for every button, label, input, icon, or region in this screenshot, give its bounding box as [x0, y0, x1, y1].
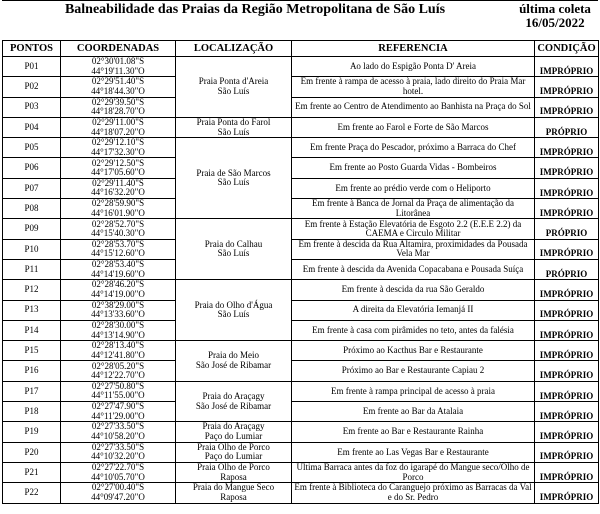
municipality: Raposa	[220, 491, 247, 502]
location-cell	[176, 341, 292, 382]
point-id: P17	[3, 381, 61, 401]
reference-cell: Em frente ao Farol e Forte de São Marcos	[292, 117, 535, 137]
header-reference: REFERENCIA	[292, 41, 535, 57]
reference-cell: Em frente à Estação Elevatória de Esgoto 2.2 (E.E.E 2.2) da CAEMA e Circulo Militar	[292, 219, 535, 239]
table-row	[3, 381, 599, 401]
latitude: 02°29'39.50"S	[91, 97, 145, 107]
longitude: 44°13'33.60"O	[91, 309, 145, 320]
table-row	[3, 442, 599, 462]
longitude: 44°13'14.90"O	[91, 329, 145, 340]
point-id: P07	[3, 178, 61, 198]
coordinates-cell	[61, 219, 176, 239]
table-row	[3, 300, 599, 320]
municipality: Paço do Lumiar	[204, 451, 263, 462]
point-id: P16	[3, 361, 61, 381]
longitude: 44°16'32.20"O	[91, 187, 145, 198]
location-cell	[176, 219, 292, 280]
longitude: 44°18'07.20"O	[91, 126, 145, 137]
table-row	[3, 219, 599, 239]
latitude: 02°27'50.80"S	[91, 381, 145, 391]
condition-badge: IMPRÓPRIO	[535, 77, 599, 97]
header-location: LOCALIZAÇÃO	[176, 41, 292, 57]
location-cell	[176, 442, 292, 462]
condition-badge: IMPRÓPRIO	[535, 402, 599, 422]
condition-badge: IMPRÓPRIO	[535, 158, 599, 178]
beach-name: Praia de São Marcos	[196, 167, 271, 178]
table-row	[3, 422, 599, 442]
condition-badge: IMPRÓPRIO	[535, 280, 599, 300]
table-body	[3, 57, 599, 504]
reference-cell: Em frente ao Bar da Atalaia	[292, 402, 535, 422]
latitude: 02°27'47.90"S	[91, 401, 145, 412]
beach-name: Praia do Araçagy	[202, 391, 265, 402]
table-row	[3, 178, 599, 198]
reference-cell: Em frente Praça do Pescador, próximo a Barraca do Chef	[292, 138, 535, 158]
coordinates-cell	[61, 341, 176, 361]
coordinates-cell	[61, 483, 176, 503]
latitude: 02°28'52.70"S	[91, 218, 145, 229]
beach-name: Praia Ponta d'Areia	[198, 76, 269, 87]
latitude: 02°28'59.90"S	[91, 198, 145, 209]
condition-badge: IMPRÓPRIO	[535, 442, 599, 462]
reference-cell: Em frente à Banca de Jornal da Praça de alimentação da Litorânea	[292, 199, 535, 219]
longitude: 44°10'05.70"O	[91, 471, 145, 482]
balneability-table	[2, 40, 599, 504]
beach-name: Praia do Olho d'Água	[194, 299, 273, 310]
table-row	[3, 259, 599, 279]
reference-cell: Em frente ao prédio verde com o Heliporto	[292, 178, 535, 198]
reference-cell: Ao lado do Espigão Ponta D' Areia	[292, 57, 535, 77]
municipality: São Luís	[217, 126, 250, 137]
table-row	[3, 77, 599, 97]
latitude: 02°28'13.40"S	[91, 340, 145, 351]
point-id: P21	[3, 462, 61, 482]
point-id: P13	[3, 300, 61, 320]
point-id: P12	[3, 280, 61, 300]
reference-cell: Em frente ao Bar e Restaurante Rainha	[292, 422, 535, 442]
latitude: 02°29'12.10"S	[91, 137, 145, 148]
point-id: P01	[3, 57, 61, 77]
longitude: 44°16'01.90"O	[91, 207, 145, 218]
point-id: P22	[3, 483, 61, 503]
longitude: 44°19'11.30"O	[91, 65, 145, 76]
table-row	[3, 57, 599, 77]
last-collect	[510, 0, 600, 32]
point-id: P03	[3, 97, 61, 117]
municipality: São Luís	[217, 248, 250, 259]
coordinates-cell	[61, 77, 176, 97]
reference-cell: Próximo ao Bar e Restaurante Capiau 2	[292, 361, 535, 381]
location-cell	[176, 483, 292, 503]
coordinates-cell	[61, 422, 176, 442]
condition-badge: IMPRÓPRIO	[535, 381, 599, 401]
condition-badge: PRÓPRIO	[535, 259, 599, 279]
municipality: Raposa	[220, 471, 247, 482]
condition-badge: IMPRÓPRIO	[535, 361, 599, 381]
location-cell	[176, 57, 292, 118]
latitude: 02°27'22.70"S	[91, 462, 145, 473]
reference-cell: Em frente à descida da Avenida Copacabana e Pousada Suíça	[292, 259, 535, 279]
table-row	[3, 199, 599, 219]
longitude: 44°12'41.80"O	[91, 349, 145, 360]
point-id: P09	[3, 219, 61, 239]
coordinates-cell	[61, 57, 176, 77]
reference-cell: Em frente à Biblioteca do Caranguejo próximo as Barracas da Val e do Sr. Pedro	[292, 483, 535, 503]
municipality: Paço do Lumiar	[204, 430, 263, 441]
longitude: 44°14'19.00"O	[91, 288, 145, 299]
table-row	[3, 320, 599, 340]
table-row	[3, 117, 599, 137]
longitude: 44°14'19.60"O	[91, 268, 145, 279]
table-row	[3, 138, 599, 158]
latitude: 02°28'30.00"S	[91, 320, 145, 330]
reference-cell: Em frente ao Las Vegas Bar e Restaurante	[292, 442, 535, 462]
table-row	[3, 402, 599, 422]
point-id: P19	[3, 422, 61, 442]
latitude: 02°29'11.40"S	[92, 178, 144, 188]
beach-name: Praia do Calhau	[204, 238, 263, 249]
municipality: São José de Ribamar	[195, 359, 272, 370]
reference-cell: Em frente à casa com pirâmides no teto, antes da falésia	[292, 320, 535, 340]
latitude: 02°29'12.50"S	[91, 157, 145, 168]
longitude: 44°18'44.30"O	[91, 85, 145, 96]
latitude: 02°27'00.40"S	[91, 482, 145, 493]
reference-cell: Em frente à descida da Rua Altamira, proximidades da Pousada Vela Mar	[292, 239, 535, 259]
coordinates-cell	[61, 402, 176, 422]
point-id: P04	[3, 117, 61, 137]
point-id: P08	[3, 199, 61, 219]
latitude: 02°28'53.70"S	[91, 239, 145, 249]
location-cell	[176, 280, 292, 341]
location-cell	[176, 138, 292, 219]
table-row	[3, 158, 599, 178]
beach-name: Praia Olho de Porco	[197, 442, 270, 452]
location-cell	[176, 381, 292, 422]
header-coordinates: COORDENADAS	[61, 41, 176, 57]
condition-badge: IMPRÓPRIO	[535, 462, 599, 482]
point-id: P02	[3, 77, 61, 97]
reference-cell: A direita da Elevatória Iemanjá II	[292, 300, 535, 320]
reference-cell: Em frente ao Posto Guarda Vidas - Bombeiros	[292, 158, 535, 178]
reference-cell: Em frente à rampa de acesso à praia, lado direito do Praia Mar hotel.	[292, 77, 535, 97]
coordinates-cell	[61, 320, 176, 340]
coordinates-cell	[61, 280, 176, 300]
latitude: 02°28'05.20"S	[91, 360, 145, 371]
point-id: P20	[3, 442, 61, 462]
coordinates-cell	[61, 259, 176, 279]
last-collect-date: 16/05/2022	[525, 15, 585, 30]
latitude: 02°29'11.00"S	[92, 117, 144, 128]
municipality: São Luís	[217, 309, 250, 320]
longitude: 44°17'05.60"O	[91, 167, 145, 178]
table-row	[3, 462, 599, 482]
coordinates-cell	[61, 381, 176, 401]
location-cell	[176, 462, 292, 482]
municipality: São José de Ribamar	[195, 400, 272, 411]
reference-cell: Em frente à descida da rua São Geraldo	[292, 280, 535, 300]
reference-cell: Ultima Barraca antes da foz do igarapé do Mangue seco/Olho de Porco	[292, 462, 535, 482]
longitude: 44°11'55.00"O	[91, 390, 145, 401]
municipality: São Luís	[217, 85, 250, 96]
condition-badge: IMPRÓPRIO	[535, 320, 599, 340]
coordinates-cell	[61, 178, 176, 198]
table-header-row	[3, 41, 599, 57]
table-row	[3, 239, 599, 259]
page-title: Balneabilidade das Praias da Região Metropolitana de São Luís	[64, 2, 446, 17]
table-row	[3, 361, 599, 381]
condition-badge: IMPRÓPRIO	[535, 138, 599, 158]
condition-badge: IMPRÓPRIO	[535, 57, 599, 77]
condition-badge: IMPRÓPRIO	[535, 300, 599, 320]
point-id: P10	[3, 239, 61, 259]
latitude: 02°28'46.20"S	[91, 279, 145, 290]
reference-cell: Em frente ao Centro de Atendimento ao Banhista na Praça do Sol	[292, 97, 535, 117]
longitude: 44°12'22.70"O	[91, 370, 145, 381]
table-row	[3, 341, 599, 361]
point-id: P05	[3, 138, 61, 158]
header-points: PONTOS	[3, 41, 61, 57]
beach-name: Praia do Meio	[208, 350, 259, 361]
latitude: 02°29'51.40"S	[91, 76, 145, 87]
latitude: 02°28'53.40"S	[91, 259, 145, 270]
coordinates-cell	[61, 158, 176, 178]
longitude: 44°09'47.20"O	[91, 491, 145, 502]
coordinates-cell	[61, 361, 176, 381]
reference-cell: Próximo ao Kacthus Bar e Restaurante	[292, 341, 535, 361]
point-id: P15	[3, 341, 61, 361]
last-collect-label: última coleta	[519, 1, 591, 16]
condition-badge: PRÓPRIO	[535, 117, 599, 137]
condition-badge: IMPRÓPRIO	[535, 483, 599, 503]
header	[0, 0, 600, 34]
coordinates-cell	[61, 442, 176, 462]
condition-badge: PRÓPRIO	[535, 219, 599, 239]
reference-cell: Em frente à rampa principal de acesso à praia	[292, 381, 535, 401]
longitude: 44°11'29.00"O	[91, 410, 145, 421]
latitude: 02°27'33.50"S	[91, 442, 145, 452]
latitude: 02°38'29.00"S	[91, 300, 145, 310]
condition-badge: IMPRÓPRIO	[535, 178, 599, 198]
beach-name: Praia Olho de Porco	[197, 462, 270, 473]
latitude: 02°27'33.50"S	[91, 421, 145, 432]
longitude: 44°18'28.70"O	[91, 106, 145, 117]
coordinates-cell	[61, 462, 176, 482]
location-cell	[176, 422, 292, 442]
table-row	[3, 483, 599, 503]
longitude: 44°17'32.30"O	[91, 146, 145, 157]
point-id: P06	[3, 158, 61, 178]
coordinates-cell	[61, 97, 176, 117]
coordinates-cell	[61, 199, 176, 219]
coordinates-cell	[61, 239, 176, 259]
condition-badge: IMPRÓPRIO	[535, 199, 599, 219]
latitude: 02°30'01.08"S	[91, 56, 145, 67]
beach-name: Praia Ponta do Farol	[196, 117, 271, 128]
condition-badge: IMPRÓPRIO	[535, 239, 599, 259]
coordinates-cell	[61, 138, 176, 158]
longitude: 44°10'32.20"O	[91, 451, 145, 462]
point-id: P18	[3, 402, 61, 422]
condition-badge: IMPRÓPRIO	[535, 341, 599, 361]
longitude: 44°10'58.20"O	[91, 430, 145, 441]
table-row	[3, 97, 599, 117]
point-id: P11	[3, 259, 61, 279]
longitude: 44°15'40.30"O	[91, 228, 145, 239]
beach-name: Praia do Mangue Seco	[192, 482, 275, 493]
coordinates-cell	[61, 117, 176, 137]
coordinates-cell	[61, 300, 176, 320]
municipality: São Luís	[217, 177, 250, 188]
point-id: P14	[3, 320, 61, 340]
table-row	[3, 280, 599, 300]
condition-badge: IMPRÓPRIO	[535, 422, 599, 442]
location-cell	[176, 117, 292, 137]
condition-badge: IMPRÓPRIO	[535, 97, 599, 117]
header-condition: CONDIÇÃO	[535, 41, 599, 57]
beach-name: Praia do Araçagy	[202, 421, 265, 432]
longitude: 44°15'12.60"O	[91, 248, 145, 259]
